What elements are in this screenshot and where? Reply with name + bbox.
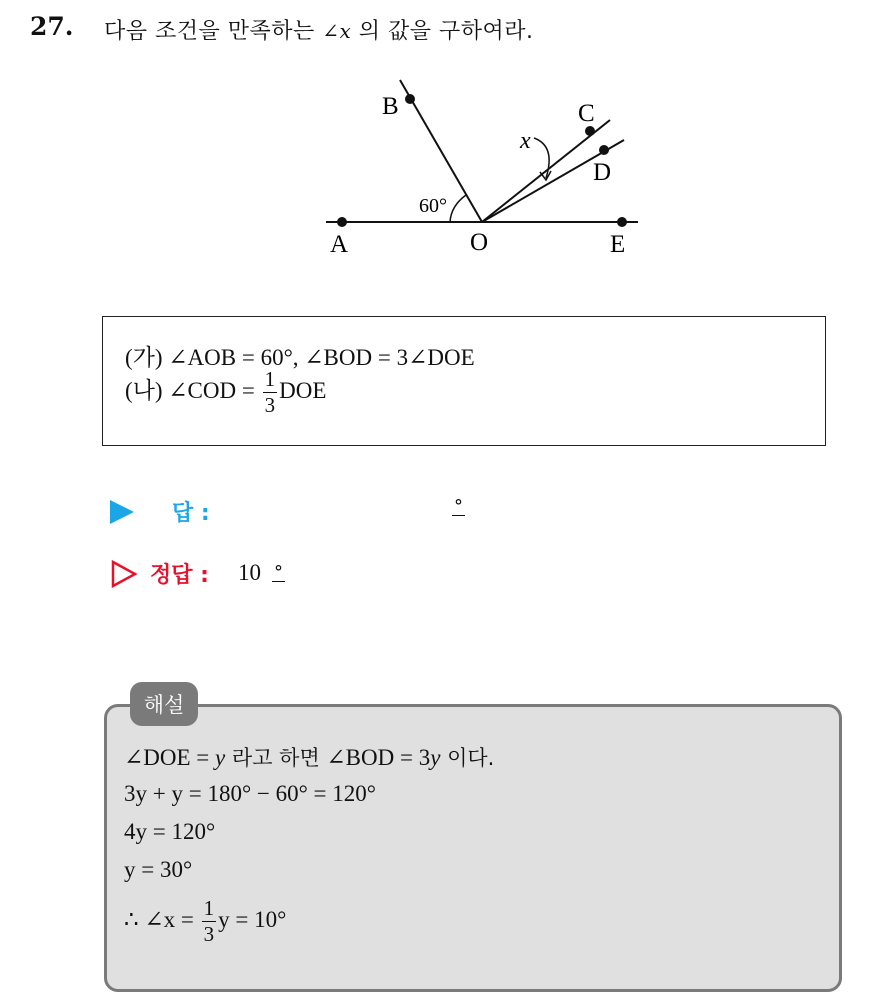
condition-2-suffix: DOE: [279, 377, 327, 403]
condition-1: (가) ∠AOB = 60°, ∠BOD = 3∠DOE: [125, 345, 475, 370]
question-text: [104, 14, 534, 45]
solution-line-1-e: y: [430, 745, 441, 770]
answer-blank[interactable]: [452, 496, 465, 517]
correct-unit-text: °: [274, 562, 283, 583]
solution-line-5-prefix: ∴ ∠x =: [124, 906, 200, 932]
condition-2-prefix: (나) ∠COD =: [125, 377, 261, 403]
condition-2-fraction: [263, 369, 278, 416]
label-A: A: [330, 231, 349, 258]
question-number: 27.: [30, 12, 74, 41]
point-C: [585, 126, 595, 136]
solution-line-2: 3y + y = 180° − 60° = 120°: [124, 781, 376, 806]
condition-2: [125, 369, 326, 416]
solution-line-4: y = 30°: [124, 857, 193, 882]
label-O: O: [470, 229, 489, 256]
solution-fraction-denominator: 3: [203, 922, 215, 946]
fraction-denominator: 3: [264, 393, 276, 417]
play-triangle-icon: [110, 500, 134, 524]
correct-answer-label: 정답 :: [150, 563, 209, 588]
angle-60-arc: [450, 195, 466, 222]
solution-line-1-d: ∠BOD = 3: [326, 745, 431, 770]
solution-fraction: [202, 898, 217, 945]
correct-answer-row: [110, 558, 209, 589]
point-D: [599, 145, 609, 155]
question-text-after: 의 값을 구하여라.: [351, 19, 534, 44]
angle-diagram-svg: [320, 70, 650, 270]
point-B: [405, 94, 415, 104]
solution-line-1-a: ∠DOE =: [124, 745, 216, 770]
solution-tab: 해설: [130, 682, 198, 726]
solution-line-1: [124, 742, 494, 772]
correct-answer-unit: [272, 562, 285, 583]
solution-line-1-c: 라고 하면: [225, 746, 327, 770]
correct-answer-value: 10: [238, 560, 261, 585]
label-E: E: [610, 231, 626, 258]
outline-triangle-icon: [110, 560, 138, 588]
label-C: C: [578, 100, 595, 127]
label-angle-x: x: [520, 128, 531, 154]
answer-unit: °: [454, 496, 463, 517]
angle-figure: [320, 70, 650, 270]
solution-line-5: [124, 898, 286, 945]
label-angle-60: 60°: [419, 195, 447, 217]
question-text-math: ∠x: [322, 19, 352, 43]
solution-line-5-suffix: y = 10°: [218, 906, 287, 932]
angle-x-arrow: [534, 138, 549, 178]
point-E: [617, 217, 627, 227]
answer-label: 답 :: [172, 501, 210, 526]
label-B: B: [382, 93, 399, 120]
solution-line-1-b: y: [215, 745, 226, 770]
label-D: D: [593, 159, 612, 186]
solution-fraction-numerator: 1: [203, 896, 215, 920]
solution-line-1-f: 이다.: [440, 746, 495, 770]
conditions-box: [102, 316, 826, 446]
solution-line-3: 4y = 120°: [124, 819, 216, 844]
fraction-numerator: 1: [264, 367, 276, 391]
question-text-before: 다음 조건을 만족하는: [104, 19, 323, 44]
answer-row: [110, 496, 210, 527]
point-A: [337, 217, 347, 227]
